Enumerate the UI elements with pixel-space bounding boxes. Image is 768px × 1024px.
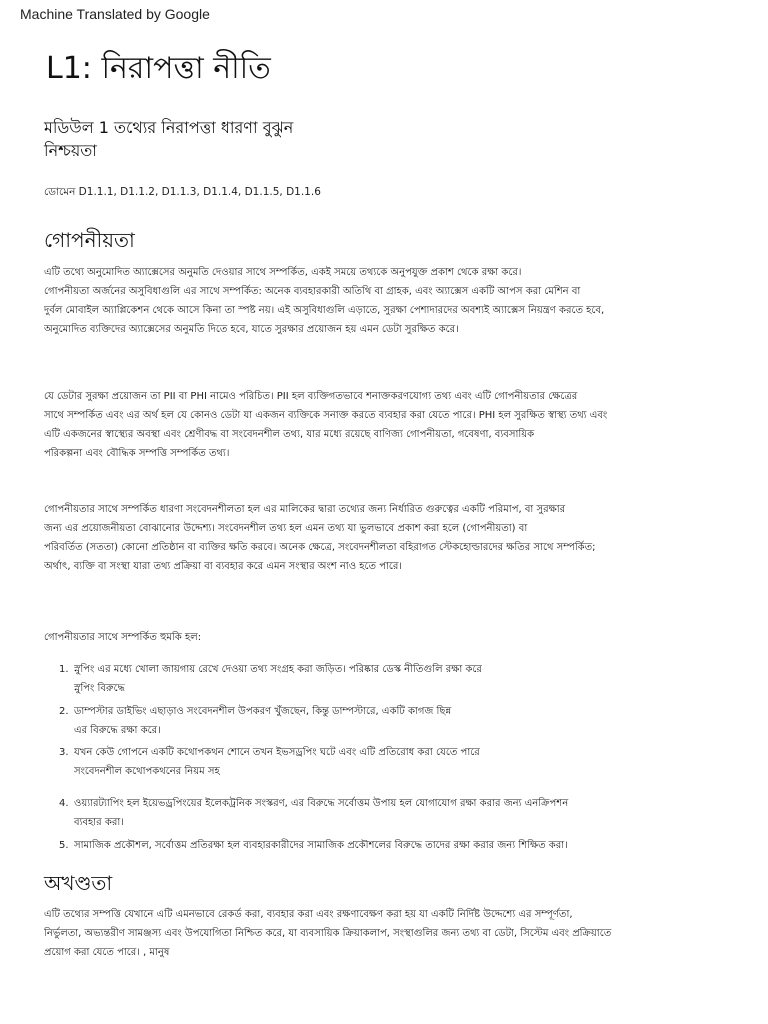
text-line: স্নুপিং বিরুদ্ধে bbox=[74, 683, 125, 694]
module-heading bbox=[44, 116, 293, 162]
list-item bbox=[44, 743, 744, 781]
text-line: গোপনীয়তা অর্জনের অসুবিধাগুলি এর সাথে সম্পর্কিত: অনেক ব্যবহারকারী অতিথি বা গ্রাহক, এবং অ্যাক্সেস একটি আপস করা মেশিন বা bbox=[44, 286, 581, 297]
list-number: 1. bbox=[59, 664, 69, 675]
domain-line: ডোমেন D1.1.1, D1.1.2, D1.1.3, D1.1.4, D1.1.5, D1.1.6 bbox=[44, 186, 321, 198]
threats-intro: গোপনীয়তার সাথে সম্পর্কিত হুমকি হল: bbox=[44, 632, 202, 643]
confidentiality-paragraph-3 bbox=[44, 500, 734, 576]
list-item bbox=[44, 660, 744, 698]
module-heading-line: মডিউল 1 তথ্যের নিরাপত্তা ধারণা বুঝুন bbox=[44, 118, 294, 137]
text-line: এর বিরুদ্ধে রক্ষা করে। bbox=[74, 725, 161, 736]
list-item bbox=[44, 702, 744, 740]
text-line: এটি তথ্যে অনুমোদিত অ্যাক্সেসের অনুমতি দেওয়ার সাথে সম্পর্কিত, একই সময়ে তথ্যকে অনুপযুক্ত প্রকাশ থেকে রক্ষা করে। bbox=[44, 267, 522, 278]
text-line: অনুমোদিত ব্যক্তিদের অ্যাক্সেসের অনুমতি দিতে হবে, যাতে সুরক্ষার প্রয়োজন হয় এমন ডেটা সুরক্ষিত করে। bbox=[44, 324, 459, 335]
text-line: স্নুপিং এর মধ্যে খোলা জায়গায় রেখে দেওয়া তথ্য সংগ্রহ করা জড়িত। পরিষ্কার ডেস্ক নীতিগুলি রক্ষা করে bbox=[74, 664, 482, 675]
text-line: নির্ভুলতা, অভ্যন্তরীণ সামঞ্জস্য এবং উপযোগিতা নিশ্চিত করে, যা ব্যবসায়িক ক্রিয়াকলাপ, সংস্থাগুলির জন্য তথ্য বা ডেটা, সিস্টেম এবং প্রক্রিয়াতে bbox=[44, 928, 612, 939]
list-number: 5. bbox=[59, 840, 69, 851]
page-title: L1: নিরাপত্তা নীতি bbox=[46, 51, 271, 86]
list-item bbox=[44, 836, 744, 855]
text-line: এটি তথ্যের সম্পত্তি যেখানে এটি এমনভাবে রেকর্ড করা, ব্যবহার করা এবং রক্ষণাবেক্ষণ করা হয় যা একটি নির্দিষ্ট উদ্দেশ্যে এর সম্পূর্ণতা, bbox=[44, 909, 573, 920]
text-line: অর্থাৎ, ব্যক্তি বা সংস্থা যারা তথ্য প্রক্রিয়া বা ব্যবহার করে এমন সংস্থার অংশ নাও হতে পারে। bbox=[44, 561, 402, 572]
list-number: 4. bbox=[59, 798, 69, 809]
text-line: পরিবর্তিত (সততা) কোনো প্রতিষ্ঠান বা ব্যক্তির ক্ষতি করবে। অনেক ক্ষেত্রে, সংবেদনশীলতা বহিরাগত স্টেকহোল্ডারদের ক্ষতির সাথে সম্পর্কিত; bbox=[44, 542, 596, 553]
machine-translation-banner: Machine Translated by Google bbox=[20, 6, 210, 22]
text-line: যখন কেউ গোপনে একটি কথোপকথন শোনে তখন ইভসড্রপিং ঘটে এবং এটি প্রতিরোধ করা যেতে পারে bbox=[74, 747, 480, 758]
list-number: 2. bbox=[59, 706, 69, 717]
text-line: ওয়্যারট্যাপিং হল ইয়েভড্রপিংয়ের ইলেকট্রনিক সংস্করণ, এর বিরুদ্ধে সর্বোত্তম উপায় হল যোগাযোগ রক্ষা করার জন্য এনক্রিপশন bbox=[74, 798, 569, 809]
confidentiality-paragraph-2 bbox=[44, 387, 734, 463]
threats-list bbox=[44, 660, 744, 855]
text-line: সামাজিক প্রকৌশল, সর্বোত্তম প্রতিরক্ষা হল ব্যবহারকারীদের সামাজিক প্রকৌশলের বিরুদ্ধে তাদের রক্ষা করার জন্য শিক্ষিত করা। bbox=[74, 840, 568, 851]
text-line: সংবেদনশীল কথোপকথনের নিয়ম সহ bbox=[74, 766, 220, 777]
text-line: ব্যবহার করা। bbox=[74, 817, 124, 828]
text-line: ডাম্পস্টার ডাইভিং এছাড়াও সংবেদনশীল উপকরণ খুঁজছেন, কিন্তু ডাম্পস্টারে, একটি কাগজ ছিন্ন bbox=[74, 706, 452, 717]
list-number: 3. bbox=[59, 747, 69, 758]
list-item bbox=[44, 794, 744, 832]
text-line: পরিকল্পনা এবং বৌদ্ধিক সম্পত্তি সম্পর্কিত তথ্য। bbox=[44, 448, 230, 459]
integrity-heading: অখণ্ডতা bbox=[44, 871, 113, 895]
confidentiality-heading: গোপনীয়তা bbox=[44, 228, 135, 252]
text-line: প্রয়োগ করা যেতে পারে। , মানুষ bbox=[44, 947, 170, 958]
text-line: সাথে সম্পর্কিত এবং এর অর্থ হল যে কোনও ডেটা যা একজন ব্যক্তিকে সনাক্ত করতে ব্যবহার করা যেতে পারে। PHI হল সুরক্ষিত স্বাস্থ্য তথ্য এবং bbox=[44, 410, 608, 421]
text-line: গোপনীয়তার সাথে সম্পর্কিত ধারণা সংবেদনশীলতা হল এর মালিকের দ্বারা তথ্যের জন্য নির্ধারিত গুরুত্বের একটি পরিমাপ, বা সুরক্ষার bbox=[44, 504, 566, 515]
module-heading-line: নিশ্চয়তা bbox=[44, 141, 97, 160]
integrity-paragraph bbox=[44, 905, 734, 962]
text-line: যে ডেটার সুরক্ষা প্রয়োজন তা PII বা PHI নামেও পরিচিত। PII হল ব্যক্তিগতভাবে শনাক্তকরণযোগ্য তথ্য এবং এটি গোপনীয়তার ক্ষেত্রের bbox=[44, 391, 578, 402]
text-line: এটি একজনের স্বাস্থ্যের অবস্থা এবং শ্রেণীবদ্ধ বা সংবেদনশীল তথ্য, যার মধ্যে রয়েছে বাণিজ্য গোপনীয়তা, গবেষণা, ব্যবসায়িক bbox=[44, 429, 535, 440]
confidentiality-paragraph-1 bbox=[44, 263, 734, 339]
text-line: জন্য এর প্রয়োজনীয়তা বোঝানোর উদ্দেশ্য। সংবেদনশীল তথ্য হল এমন তথ্য যা ভুলভাবে প্রকাশ করা হলে (গোপনীয়তা) বা bbox=[44, 523, 528, 534]
text-line: দুর্বল মোবাইল অ্যাপ্লিকেশন থেকে আসে কিনা তা স্পষ্ট নয়। এই অসুবিধাগুলি এড়াতে, সুরক্ষা পেশাদারদের অবশ্যই অ্যাক্সেস নিয়ন্ত্রণ করতে হবে, bbox=[44, 305, 605, 316]
